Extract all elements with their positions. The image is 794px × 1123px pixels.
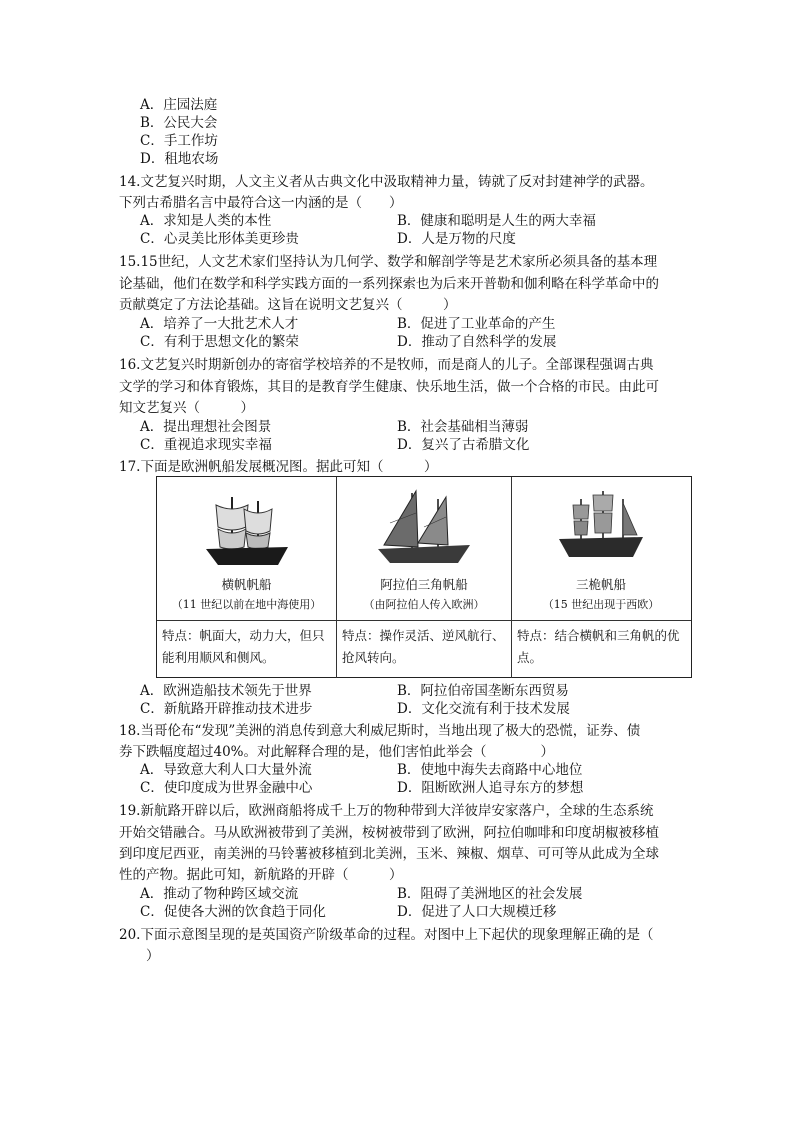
ship-note-three-masted: （15 世纪出现于西欧） bbox=[542, 598, 660, 611]
q19-stem-line-3: 到印度尼西亚，南美洲的马铃薯被移植到北美洲，玉米、辣椒、烟草、可可等从此成为全球 bbox=[119, 846, 659, 862]
q15-option-c: C．有利于思想文化的繁荣 bbox=[140, 334, 299, 350]
q17-option-d: D．文化交流有利于技术发展 bbox=[397, 701, 570, 717]
ship-feature-lateen: 特点：操作灵活、逆风航行、抢风转向。 bbox=[337, 621, 512, 678]
q15-option-b: B．促进了工业革命的产生 bbox=[397, 316, 556, 332]
q20-stem-line-2: ） bbox=[119, 948, 160, 964]
q15-stem-line-3: 贡献奠定了方法论基础。这旨在说明文艺复兴（ ） bbox=[119, 297, 457, 313]
q20-stem-line-1: 20.下面示意图呈现的是英国资产阶级革命的过程。对图中上下起伏的现象理解正确的是（ bbox=[119, 927, 654, 943]
q16-stem-line-3: 知文艺复兴（ ） bbox=[119, 400, 254, 416]
q19-stem-line-2: 开始交错融合。马从欧洲被带到了美洲，桉树被带到了欧洲，阿拉伯咖啡和印度胡椒被移植 bbox=[119, 825, 659, 841]
q15-stem-line-1: 15.15世纪，人文艺术家们坚持认为几何学、数学和解剖学等是艺术家所必须具备的基本理 bbox=[119, 254, 658, 270]
q14-option-a: A．求知是人类的本性 bbox=[140, 213, 272, 229]
lateen-sail-ship-icon bbox=[376, 483, 472, 571]
ship-cell-three-masted bbox=[512, 477, 690, 620]
q18-option-d: D．阻断欧洲人追寻东方的梦想 bbox=[397, 780, 584, 796]
ship-cell-square-rigged bbox=[157, 477, 337, 620]
ship-note-lateen: （由阿拉伯人传入欧洲） bbox=[363, 598, 485, 611]
q18-stem-line-2: 券下跌幅度超过40%。对此解释合理的是，他们害怕此举会（ ） bbox=[119, 744, 555, 760]
q16-option-c: C．重视追求现实幸福 bbox=[140, 437, 272, 453]
prev-option-b: B．公民大会 bbox=[140, 115, 218, 131]
q19-option-d: D．促进了人口大规模迁移 bbox=[397, 904, 557, 920]
q16-stem-line-1: 16.文艺复兴时期新创办的寄宿学校培养的不是牧师，而是商人的儿子。全部课程强调古典 bbox=[119, 357, 654, 373]
q14-stem-line-2: 下列古希腊名言中最符合这一内涵的是（ ） bbox=[119, 195, 403, 211]
ship-note-square-rigged: （11 世纪以前在地中海使用） bbox=[171, 598, 322, 611]
prev-option-d: D．租地农场 bbox=[140, 151, 219, 167]
q19-stem-line-4: 性的产物。据此可知，新航路的开辟（ ） bbox=[119, 867, 403, 883]
prev-option-a: A．庄园法庭 bbox=[140, 97, 218, 113]
q19-option-a: A．推动了物种跨区域交流 bbox=[140, 886, 299, 902]
q16-option-a: A．提出理想社会图景 bbox=[140, 419, 272, 435]
prev-option-c: C．手工作坊 bbox=[140, 133, 218, 149]
q17-option-b: B．阿拉伯帝国垄断东西贸易 bbox=[397, 683, 569, 699]
q17-option-c: C．新航路开辟推动技术进步 bbox=[140, 701, 313, 717]
q19-option-c: C．促使各大洲的饮食趋于同化 bbox=[140, 904, 326, 920]
square-rigged-ship-icon bbox=[202, 491, 292, 571]
q17-option-a: A．欧洲造船技术领先于世界 bbox=[140, 683, 312, 699]
q15-stem-line-2: 论基础，他们在数学和科学实践方面的一系列探索也为后来开普勒和伽利略在科学革命中的 bbox=[119, 276, 659, 292]
q18-option-c: C．使印度成为世界金融中心 bbox=[140, 780, 313, 796]
q14-stem-line-1: 14.文艺复兴时期，人文主义者从古典文化中汲取精神力量，铸就了反对封建神学的武器。 bbox=[119, 174, 654, 190]
q14-option-d: D．人是万物的尺度 bbox=[397, 231, 516, 247]
q19-option-b: B．阻碍了美洲地区的社会发展 bbox=[397, 886, 583, 902]
q18-stem-line-1: 18.当哥伦布“发现”美洲的消息传到意大利威尼斯时，当地出现了极大的恐慌，证券、债 bbox=[119, 723, 641, 739]
ship-feature-square-rigged: 特点：帆面大，动力大，但只能利用顺风和侧风。 bbox=[157, 621, 337, 678]
q18-option-a: A．导致意大利人口大量外流 bbox=[140, 762, 312, 778]
sailing-ship-table bbox=[156, 476, 692, 678]
q15-option-d: D．推动了自然科学的发展 bbox=[397, 334, 557, 350]
q15-option-a: A．培养了一大批艺术人才 bbox=[140, 316, 299, 332]
three-masted-ship-icon bbox=[553, 485, 649, 569]
q16-option-b: B．社会基础相当薄弱 bbox=[397, 419, 529, 435]
ship-feature-three-masted: 特点：结合横帆和三角帆的优点。 bbox=[517, 628, 680, 665]
ship-feature-row bbox=[157, 620, 691, 678]
q14-option-b: B．健康和聪明是人生的两大幸福 bbox=[397, 213, 596, 229]
q17-stem-line-1: 17.下面是欧洲帆船发展概况图。据此可知（ ） bbox=[119, 459, 438, 475]
q18-option-b: B．使地中海失去商路中心地位 bbox=[397, 762, 583, 778]
ship-name-square-rigged: 横帆帆船 bbox=[221, 577, 272, 592]
ship-name-three-masted: 三桅帆船 bbox=[575, 577, 626, 592]
q19-stem-line-1: 19.新航路开辟以后，欧洲商船将成千上万的物种带到大洋彼岸安家落户，全球的生态系统 bbox=[119, 803, 654, 819]
q16-option-d: D．复兴了古希腊文化 bbox=[397, 437, 530, 453]
q16-stem-line-2: 文学的学习和体育锻炼，其目的是教育学生健康、快乐地生活，做一个合格的市民。由此可 bbox=[119, 379, 659, 395]
q14-option-c: C．心灵美比形体美更珍贵 bbox=[140, 231, 299, 247]
ship-name-lateen: 阿拉伯三角帆船 bbox=[380, 577, 468, 592]
ship-cell-lateen bbox=[337, 477, 512, 620]
